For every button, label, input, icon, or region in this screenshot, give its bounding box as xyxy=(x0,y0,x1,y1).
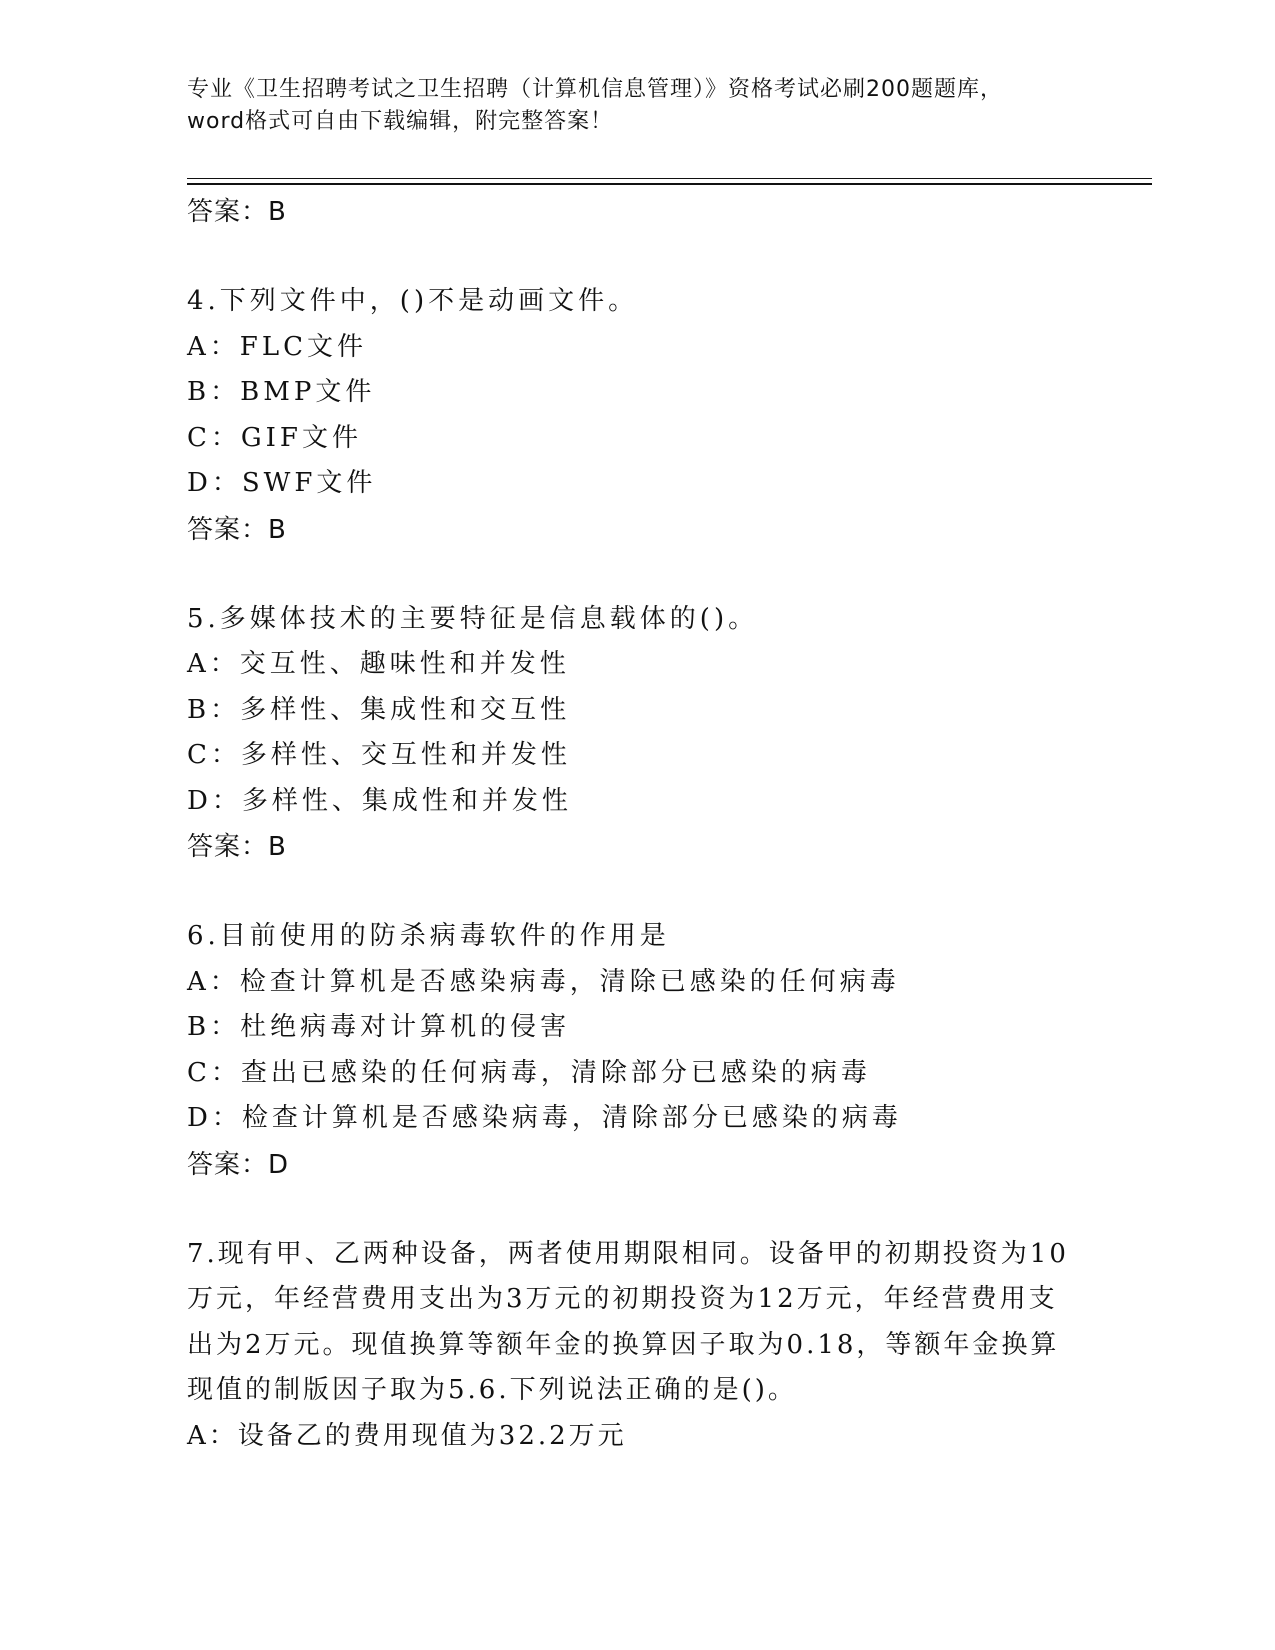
question-6 xyxy=(187,914,1087,1188)
option-b: B：杜绝病毒对计算机的侵害 xyxy=(187,1012,571,1042)
question-4 xyxy=(187,279,1087,553)
option-d: D：多样性、集成性和并发性 xyxy=(187,785,572,816)
spacer xyxy=(187,870,1087,914)
question-5 xyxy=(187,597,1087,871)
option-a: A：交互性、趣味性和并发性 xyxy=(187,649,570,679)
answer: 答案：B xyxy=(187,832,287,862)
spacer xyxy=(187,1188,1087,1232)
answer: 答案：D xyxy=(187,1149,290,1180)
option-a: A：设备乙的费用现值为32.2万元 xyxy=(187,1420,627,1451)
header-line-2: word格式可自由下载编辑，附完整答案！ xyxy=(187,109,614,134)
question-7 xyxy=(187,1232,1087,1460)
question-stem-line-1: 7.现有甲、乙两种设备，两者使用期限相同。设备甲的初期投资为10 xyxy=(187,1238,1069,1269)
header-rule-thick xyxy=(187,183,1152,185)
spacer xyxy=(187,553,1087,597)
answer-q3: 答案：B xyxy=(187,197,287,227)
header-rule-thin xyxy=(187,178,1152,179)
option-c: C：多样性、交互性和并发性 xyxy=(187,740,571,770)
document-body xyxy=(187,189,1087,1459)
option-d: D：SWF文件 xyxy=(187,468,377,498)
option-a: A：FLC文件 xyxy=(187,331,367,362)
question-stem: 5.多媒体技术的主要特征是信息载体的()。 xyxy=(187,603,759,634)
spacer xyxy=(187,235,1087,279)
question-stem: 6.目前使用的防杀病毒软件的作用是 xyxy=(187,921,670,951)
question-stem: 4.下列文件中，()不是动画文件。 xyxy=(187,286,639,316)
option-a: A：检查计算机是否感染病毒，清除已感染的任何病毒 xyxy=(187,966,900,997)
answer: 答案：B xyxy=(187,514,287,545)
question-stem-line-4: 现值的制版因子取为5.6.下列说法正确的是()。 xyxy=(187,1375,797,1405)
option-b: B：多样性、集成性和交互性 xyxy=(187,694,571,725)
option-b: B：BMP文件 xyxy=(187,377,376,407)
option-c: C：查出已感染的任何病毒，清除部分已感染的病毒 xyxy=(187,1057,871,1088)
header-line-1: 专业《卫生招聘考试之卫生招聘（计算机信息管理）》资格考试必刷200题题库， xyxy=(187,77,1003,102)
document-header xyxy=(187,74,1087,138)
option-d: D：检查计算机是否感染病毒，清除部分已感染的病毒 xyxy=(187,1103,902,1133)
question-stem-line-3: 出为2万元。现值换算等额年金的换算因子取为0.18，等额年金换算 xyxy=(187,1329,1060,1360)
question-stem-line-2: 万元，年经营费用支出为3万元的初期投资为12万元，年经营费用支 xyxy=(187,1284,1058,1314)
option-c: C：GIF文件 xyxy=(187,422,362,453)
